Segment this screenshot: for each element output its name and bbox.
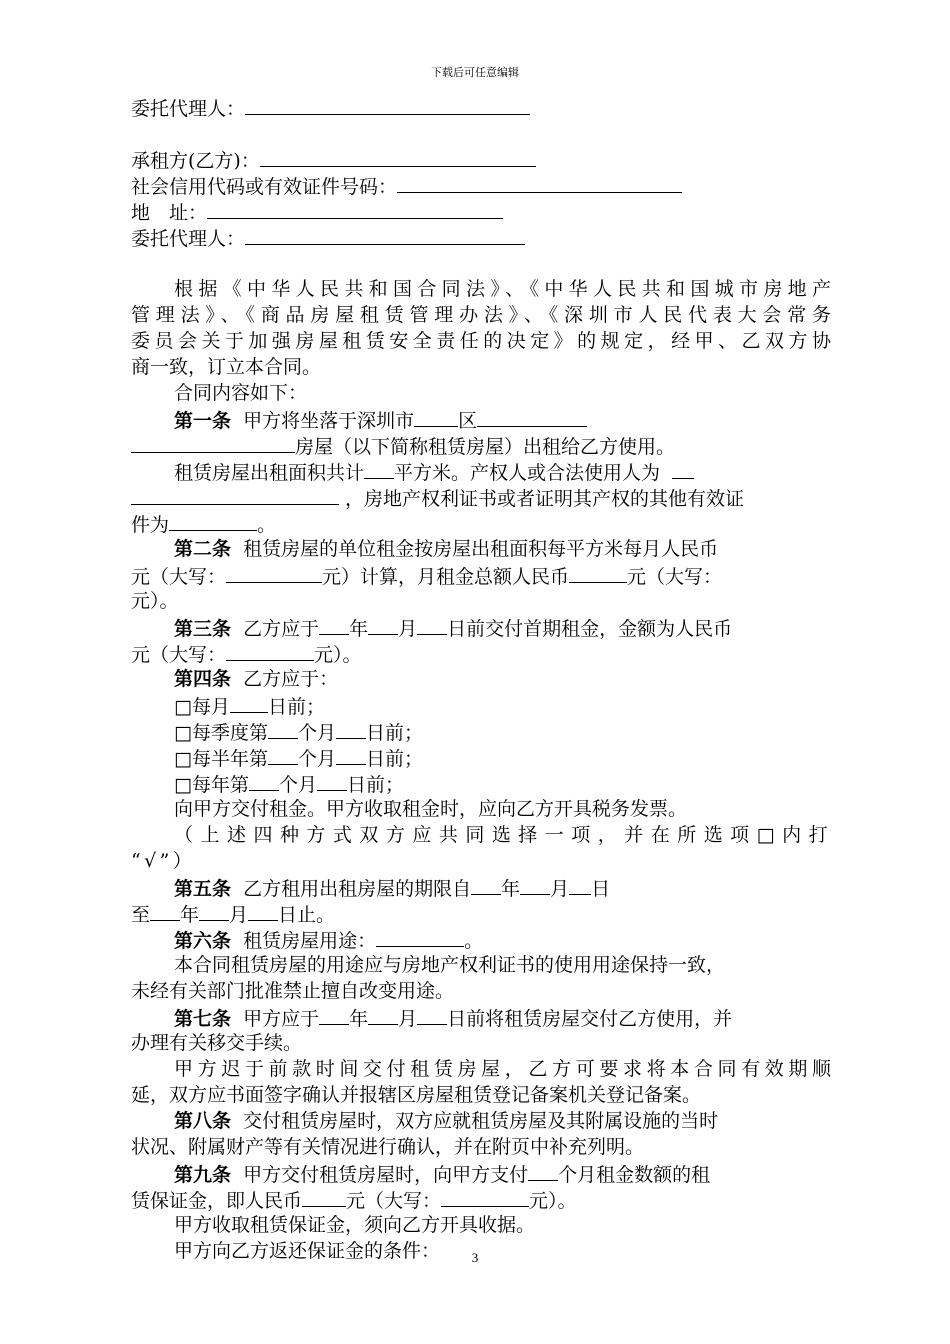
- fill-in-blank[interactable]: [368, 614, 398, 635]
- article-6: [131, 978, 831, 1004]
- text-segment: □每月: [174, 696, 230, 718]
- contract-body: [131, 94, 831, 1264]
- article-9: [131, 1186, 831, 1212]
- article-1: [131, 432, 831, 458]
- text-segment: □每季度第: [174, 722, 268, 744]
- party-b-address-blank[interactable]: [207, 198, 503, 219]
- text-segment: 月: [398, 1008, 418, 1030]
- text-segment: 区: [458, 410, 478, 432]
- text-segment: □每年第: [174, 774, 249, 796]
- party-b-credit-line: [131, 172, 831, 198]
- party-b-blank[interactable]: [260, 146, 536, 167]
- article-2: [131, 562, 831, 588]
- text-segment: 元）。: [529, 1190, 577, 1212]
- text-segment: 委托代理人：: [131, 98, 246, 120]
- text-segment: 甲方将坐落于深圳市: [243, 410, 415, 432]
- text-segment: 社会信用代码或有效证件号码：: [131, 176, 398, 198]
- text-segment: 年: [349, 618, 369, 640]
- party-b-address-line: [131, 198, 831, 224]
- fill-in-blank[interactable]: [317, 770, 347, 791]
- fill-in-blank[interactable]: [336, 744, 366, 765]
- fill-in-blank[interactable]: [477, 406, 587, 427]
- preamble-line: 商一致，订立本合同。: [131, 356, 322, 378]
- payment-option[interactable]: [131, 718, 831, 744]
- article-5: [131, 874, 831, 900]
- text-segment: 。: [464, 930, 484, 952]
- article-2: [131, 536, 831, 562]
- fill-in-blank[interactable]: [319, 614, 349, 635]
- preamble-line: 管理法》、《商品房屋租赁管理办法》、《深圳市人民代表大会常务: [131, 304, 831, 326]
- fill-in-blank[interactable]: [441, 1186, 529, 1207]
- fill-in-blank[interactable]: [569, 562, 627, 583]
- article-title: 第三条: [174, 618, 232, 640]
- article-8: [131, 1108, 831, 1134]
- text-segment: 地 址：: [131, 202, 208, 224]
- text-segment: 日: [591, 878, 611, 900]
- fill-in-blank[interactable]: [569, 874, 591, 895]
- text-segment: □每半年第: [174, 748, 268, 770]
- text-segment: 年: [349, 1008, 369, 1030]
- text-segment: 本合同租赁房屋的用途应与房地产权利证书的使用用途保持一致，: [174, 954, 726, 976]
- fill-in-blank[interactable]: [268, 718, 298, 739]
- fill-in-blank[interactable]: [150, 900, 180, 921]
- text-segment: 乙方应于: [243, 618, 320, 640]
- text-segment: 甲方交付租赁房屋时，向甲方支付: [243, 1164, 529, 1186]
- article-7: [131, 1030, 831, 1056]
- fill-in-blank[interactable]: [528, 1160, 558, 1181]
- text-segment: 元（大写：: [131, 566, 227, 588]
- text-segment: 办理有关移交手续。: [131, 1032, 303, 1054]
- article-1: [131, 406, 831, 432]
- text-segment: 个月: [297, 748, 336, 770]
- text-segment: 日前交付首期租金，金额为人民币: [447, 618, 733, 640]
- article-4: [131, 666, 831, 692]
- text-segment: 元（大写：: [627, 566, 723, 588]
- text-segment: 至: [131, 904, 151, 926]
- text-segment: 交付租赁房屋时，双方应就租赁房屋及其附属设施的当时: [243, 1110, 719, 1132]
- text-segment: 日前；: [365, 722, 423, 744]
- text-segment: 乙方应于：: [243, 668, 339, 690]
- fill-in-blank[interactable]: [268, 744, 298, 765]
- preamble-line: 委员会关于加强房屋租赁安全责任的决定》的规定，经甲、乙双方协: [131, 330, 831, 352]
- text-segment: 元（大写：: [346, 1190, 442, 1212]
- text-segment: 延，双方应书面签字确认并报辖区房屋租赁登记备案机关登记备案。: [131, 1084, 702, 1106]
- article-7: [131, 1082, 831, 1108]
- fill-in-blank[interactable]: [376, 926, 464, 947]
- text-segment: 元）计算，月租金总额人民币: [322, 566, 570, 588]
- fill-in-blank[interactable]: [169, 510, 257, 531]
- text-segment: 赁保证金，即人民币: [131, 1190, 303, 1212]
- preamble-line: 根据《中华人民共和国合同法》、《中华人民共和国城市房地产: [174, 278, 831, 300]
- party-a-agent-blank[interactable]: [245, 94, 530, 115]
- article-1: [131, 458, 831, 484]
- payment-option[interactable]: [131, 770, 831, 796]
- party-b-line: [131, 146, 831, 172]
- text-segment: 年: [501, 878, 521, 900]
- article-title: 第六条: [174, 930, 232, 952]
- text-segment: 租赁房屋用途：: [243, 930, 377, 952]
- text-segment: 甲方收取租赁保证金，须向乙方开具收据。: [174, 1214, 536, 1236]
- text-segment: 租赁房屋出租面积共计: [174, 462, 365, 484]
- party-b-agent-blank[interactable]: [245, 224, 525, 245]
- party-b-agent-line: [131, 224, 831, 250]
- fill-in-blank[interactable]: [471, 874, 501, 895]
- fill-in-blank[interactable]: [336, 718, 366, 739]
- text-segment: 日前将租赁房屋交付乙方使用，并: [447, 1008, 733, 1030]
- party-a-agent-line: [131, 94, 831, 120]
- fill-in-blank[interactable]: [131, 484, 339, 505]
- article-7: 甲方迟于前款时间交付租赁房屋，乙方可要求将本合同有效期顺: [174, 1058, 831, 1080]
- fill-in-blank[interactable]: [131, 432, 295, 453]
- fill-in-blank[interactable]: [672, 458, 694, 479]
- page-number: 3: [471, 1250, 479, 1265]
- party-b-credit-blank[interactable]: [397, 172, 682, 193]
- text-segment: 房屋（以下简称租赁房屋）出租给乙方使用。: [295, 436, 676, 458]
- text-segment: 向甲方交付租金。甲方收取租金时，应向乙方开具税务发票。: [174, 798, 688, 820]
- text-segment: 承租方(乙方)：: [131, 150, 260, 172]
- text-segment: 个月: [278, 774, 317, 796]
- article-4: “√”）: [131, 850, 196, 872]
- text-segment: 月: [550, 878, 570, 900]
- text-segment: 。: [257, 514, 277, 536]
- article-1: [131, 484, 831, 510]
- fill-in-blank[interactable]: [414, 406, 458, 427]
- text-segment: 乙方租用出租房屋的期限自: [243, 878, 472, 900]
- fill-in-blank[interactable]: [199, 900, 229, 921]
- text-segment: 元（大写：: [131, 644, 227, 666]
- text-segment: ，房地产权利证书或者证明其产权的其他有效证: [345, 488, 745, 510]
- text-segment: 甲方应于: [243, 1008, 320, 1030]
- article-6: [131, 952, 831, 978]
- text-segment: 租赁房屋的单位租金按房屋出租面积每平方米每月人民币: [243, 538, 719, 560]
- page-header: 下载后可任意编辑: [431, 66, 519, 79]
- fill-in-blank[interactable]: [368, 1004, 398, 1025]
- text-segment: 月: [398, 618, 418, 640]
- article-9: [131, 1160, 831, 1186]
- article-5: [131, 900, 831, 926]
- text-segment: 日止。: [278, 904, 336, 926]
- article-4: （上述四种方式双方应共同选择一项，并在所选项□内打: [174, 824, 831, 846]
- article-6: [131, 926, 831, 952]
- article-3: [131, 640, 831, 666]
- article-1: [131, 510, 831, 536]
- fill-in-blank[interactable]: [520, 874, 550, 895]
- article-title: 第四条: [174, 668, 232, 690]
- fill-in-blank[interactable]: [230, 692, 268, 713]
- text-segment: 未经有关部门批准禁止擅自改变用途。: [131, 980, 455, 1002]
- fill-in-blank[interactable]: [248, 900, 278, 921]
- text-segment: 日前；: [365, 748, 423, 770]
- fill-in-blank[interactable]: [226, 562, 322, 583]
- text-segment: 日前；: [346, 774, 404, 796]
- article-4: [131, 796, 831, 822]
- text-segment: 年: [180, 904, 200, 926]
- payment-option[interactable]: [131, 744, 831, 770]
- article-title: 第八条: [174, 1110, 232, 1132]
- article-title: 第二条: [174, 538, 232, 560]
- article-title: 第九条: [174, 1164, 232, 1186]
- article-title: 第五条: [174, 878, 232, 900]
- text-segment: 状况、附属财产等有关情况进行确认，并在附页中补充列明。: [131, 1136, 645, 1158]
- article-title: 第七条: [174, 1008, 232, 1030]
- fill-in-blank[interactable]: [364, 458, 394, 479]
- text-segment: 元）。: [131, 590, 179, 612]
- article-2: [131, 588, 831, 614]
- article-9: [131, 1212, 831, 1238]
- fill-in-blank[interactable]: [249, 770, 279, 791]
- article-7: [131, 1004, 831, 1030]
- text-segment: 委托代理人：: [131, 228, 246, 250]
- text-segment: 日前；: [267, 696, 325, 718]
- text-segment: 件为: [131, 514, 170, 536]
- text-segment: 元）。: [314, 644, 362, 666]
- text-segment: 甲方向乙方返还保证金的条件：: [174, 1240, 441, 1262]
- article-8: [131, 1134, 831, 1160]
- fill-in-blank[interactable]: [226, 640, 314, 661]
- text-segment: 月: [229, 904, 249, 926]
- fill-in-blank[interactable]: [302, 1186, 346, 1207]
- payment-option[interactable]: [131, 692, 831, 718]
- fill-in-blank[interactable]: [417, 1004, 447, 1025]
- fill-in-blank[interactable]: [417, 614, 447, 635]
- article-3: [131, 614, 831, 640]
- fill-in-blank[interactable]: [319, 1004, 349, 1025]
- article-title: 第一条: [174, 410, 232, 432]
- preamble-line: 合同内容如下：: [174, 382, 308, 404]
- text-segment: 个月租金数额的租: [558, 1164, 711, 1186]
- text-segment: 平方米。产权人或合法使用人为: [394, 462, 661, 484]
- text-segment: 个月: [297, 722, 336, 744]
